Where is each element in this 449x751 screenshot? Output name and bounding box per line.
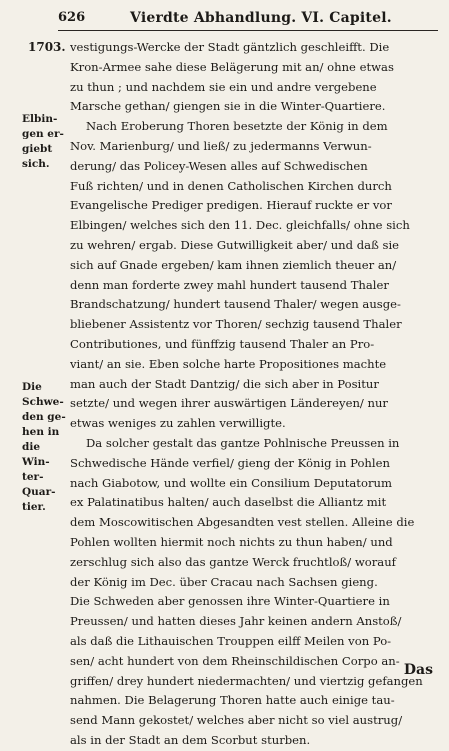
text-line: als in der Stadt an dem Scorbut sturben. (70, 732, 311, 747)
text-line: Da solcher gestalt das gantze Pohlnische Preussen in (86, 435, 400, 450)
text-line: Fuß richten/ und in denen Catholischen Kirchen durch (70, 178, 392, 193)
text-line: Kron-Armee sahe diese Belägerung mit an/ ohne etwas (70, 59, 394, 74)
margin-year: 1703. (28, 40, 66, 54)
text-line: ex Palatinatibus halten/ auch daselbst die Alliantz mit (70, 495, 387, 510)
text-line: Marsche gethan/ giengen sie in die Winter-Quartiere. (70, 99, 386, 114)
page-number: 626 (58, 10, 86, 25)
text-line: viant/ an sie. Eben solche harte Propositiones machte (70, 356, 387, 371)
text-line: Preussen/ und hatten dieses Jahr keinen andern Anstoß/ (70, 614, 402, 629)
text-line: zerschlug sich also das gantze Werck fruchtloß/ worauf (70, 554, 396, 569)
text-line: zu wehren/ ergab. Diese Gutwilligkeit aber/ und daß sie (70, 237, 400, 252)
text-line: nahmen. Die Belagerung Thoren hatte auch einige tau- (70, 693, 395, 708)
text-line: Evangelische Prediger predigen. Hierauf ruckte er vor (70, 198, 392, 213)
text-line: setzte/ und wegen ihrer auswärtigen Ländereyen/ nur (70, 396, 388, 411)
text-line: Brandschatzung/ hundert tausend Thaler/ wegen ausge- (70, 297, 401, 312)
text-line: dem Moscowitischen Abgesandten vest stellen. Alleine die (70, 515, 415, 530)
text-line: send Mann gekostet/ welches aber nicht so viel austrug/ (70, 713, 403, 728)
text-line: vestigungs-Wercke der Stadt gäntzlich geschleifft. Die (70, 40, 390, 54)
catchword: Das (403, 662, 433, 678)
text-line: etwas weniges zu zahlen verwilligte. (70, 416, 286, 431)
text-line: man auch der Stadt Dantzig/ die sich aber in Positur (70, 376, 379, 391)
text-line: sich auf Gnade ergeben/ kam ihnen ziemlich theuer an/ (70, 257, 397, 272)
text-line: sen/ acht hundert von dem Rheinschildischen Corpo an- (70, 653, 400, 668)
text-line: als daß die Lithauischen Trouppen eilff Meilen von Po- (70, 633, 392, 648)
text-line: Die Schweden aber genossen ihre Winter-Quartiere in (70, 594, 390, 609)
text-line: derung/ das Policey-Wesen alles auf Schwedischen (70, 158, 368, 173)
text-line: bliebener Assistentz vor Thoren/ sechzig tausend Thaler (70, 317, 402, 332)
body-text (70, 38, 434, 751)
running-head (58, 8, 438, 31)
chapter-title: Vierdte Abhandlung. VI. Capitel. (130, 10, 392, 26)
text-line: nach Giabotow, und wollte ein Consilium Deputatorum (70, 475, 392, 490)
text-line: Nov. Marienburg/ und ließ/ zu jedermanns Verwun- (70, 138, 372, 153)
text-line: zu thun ; und nachdem sie ein und andre vergebene (70, 79, 377, 94)
text-line: Schwedische Hände verfiel/ gieng der König in Pohlen (70, 455, 390, 470)
text-line: Nach Eroberung Thoren besetzte der König in dem (86, 119, 388, 134)
text-line: Pohlen wollten hiermit noch nichts zu thun haben/ und (70, 534, 393, 549)
margin-note-elbingen: Elbin- gen er- giebt sich. (22, 113, 64, 170)
text-line: Elbingen/ welches sich den 11. Dec. gleichfalls/ ohne sich (70, 218, 410, 233)
text-line: der König im Dec. über Cracau nach Sachsen gieng. (70, 574, 378, 589)
text-line: denn man forderte zwey mahl hundert tausend Thaler (70, 277, 389, 292)
text-line: Contributiones, und fünffzig tausend Thaler an Pro- (70, 336, 375, 351)
margin-note-winter-quarters: Die Schwe- den ge- hen in die Win- ter- Quar- tier. (22, 381, 66, 513)
text-line: griffen/ drey hundert niedermachten/ und viertzig gefangen (70, 673, 423, 688)
